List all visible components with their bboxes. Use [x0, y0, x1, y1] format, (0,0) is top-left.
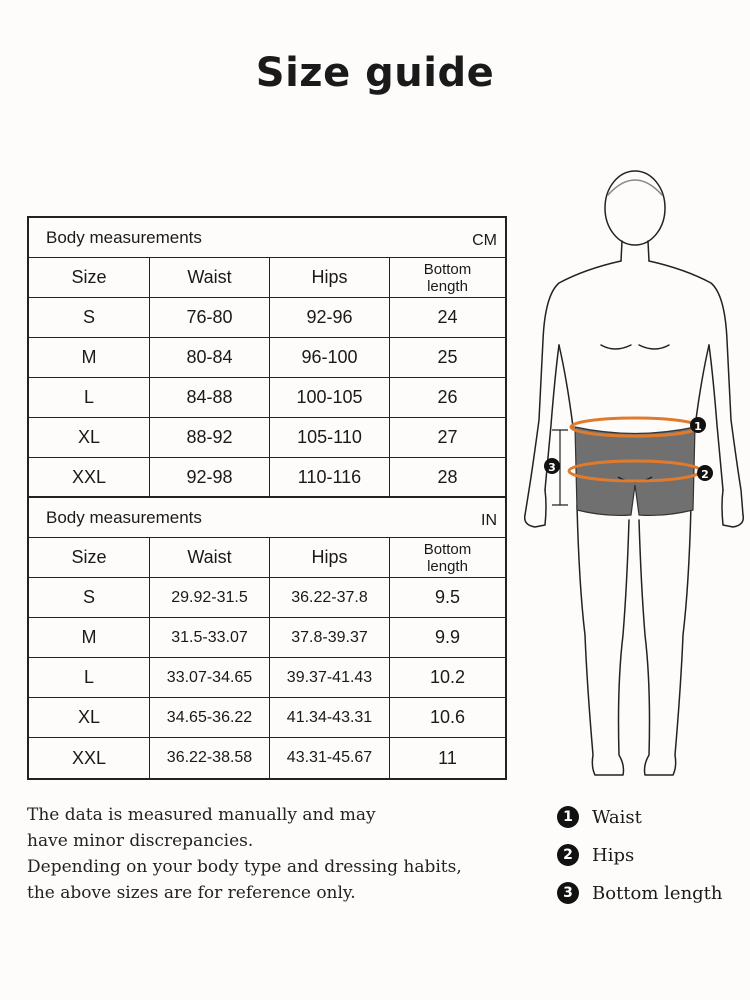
legend-label: Bottom length [592, 882, 723, 904]
number-badge-icon: 1 [557, 806, 579, 828]
marker-waist [690, 417, 706, 433]
size-cell: S [29, 578, 150, 617]
size-cell: XL [29, 418, 150, 457]
in-unit-label: IN [481, 512, 497, 529]
bottom-length-cell: 11 [438, 747, 457, 768]
header-line: Bottom [423, 260, 472, 278]
page-title: Size guide [255, 50, 495, 96]
bottom-length-cell: 28 [437, 466, 458, 487]
column-header-size: Size [29, 538, 150, 577]
size-table [27, 216, 507, 780]
hips-cell: 105-110 [270, 418, 390, 457]
cm-section-label: Body measurements [46, 228, 202, 247]
number-badge-icon: 2 [557, 844, 579, 866]
legend-label: Waist [592, 806, 642, 828]
hips-cell: 41.34-43.31 [270, 698, 390, 737]
hips-cell: 39.37-41.43 [270, 658, 390, 697]
column-header-size: Size [29, 258, 150, 297]
column-header-bottom-length [390, 538, 505, 577]
column-header-waist: Waist [150, 258, 270, 297]
size-cell: XXL [29, 458, 150, 496]
waist-cell: 84-88 [150, 378, 270, 417]
bottom-length-cell: 10.6 [429, 707, 466, 727]
in-section-header [29, 498, 505, 538]
table-row [29, 698, 505, 738]
measurement-legend [557, 798, 723, 912]
bottom-length-cell: 26 [437, 387, 458, 407]
hips-cell: 92-96 [270, 298, 390, 337]
note-line: The data is measured manually and may [27, 805, 376, 825]
in-header-row [29, 538, 505, 578]
cm-header-row [29, 258, 505, 298]
hips-cell: 96-100 [270, 338, 390, 377]
column-header-waist: Waist [150, 538, 270, 577]
bottom-length-cell: 10.2 [429, 667, 466, 687]
bottom-length-cell: 25 [437, 347, 458, 367]
size-cell: M [29, 338, 150, 377]
column-header-bottom-length [390, 258, 505, 297]
marker-bottom-length [544, 458, 560, 474]
cm-unit-label: CM [472, 232, 497, 249]
waist-cell: 76-80 [150, 298, 270, 337]
table-row [29, 658, 505, 698]
svg-text:2: 2 [701, 468, 709, 481]
size-cell: XL [29, 698, 150, 737]
size-cell: L [29, 378, 150, 417]
size-cell: M [29, 618, 150, 657]
table-row [29, 378, 505, 418]
disclaimer-notes [27, 802, 547, 906]
size-cell: S [29, 298, 150, 337]
hips-cell: 43.31-45.67 [270, 738, 390, 778]
hips-cell: 100-105 [270, 378, 390, 417]
waist-cell: 34.65-36.22 [150, 698, 270, 737]
body-figure-illustration [515, 165, 745, 787]
legend-item-bottom-length [557, 874, 723, 912]
waist-cell: 80-84 [150, 338, 270, 377]
legend-item-hips [557, 836, 723, 874]
header-line: length [427, 277, 468, 295]
waist-cell: 92-98 [150, 458, 270, 496]
svg-text:1: 1 [694, 420, 702, 433]
table-row [29, 298, 505, 338]
waist-cell: 31.5-33.07 [150, 618, 270, 657]
hips-cell: 37.8-39.37 [270, 618, 390, 657]
table-row [29, 458, 505, 498]
hips-cell: 36.22-37.8 [270, 578, 390, 617]
waist-cell: 36.22-38.58 [150, 738, 270, 778]
note-line: have minor discrepancies. [27, 831, 254, 851]
note-line: Depending on your body type and dressing habits, [27, 857, 462, 877]
cm-section-header [29, 218, 505, 258]
column-header-hips: Hips [270, 258, 390, 297]
table-row [29, 618, 505, 658]
in-section-label: Body measurements [46, 508, 202, 527]
table-row [29, 418, 505, 458]
bottom-length-cell: 9.5 [434, 587, 461, 607]
size-cell: XXL [29, 738, 150, 778]
waist-cell: 29.92-31.5 [150, 578, 270, 617]
table-row [29, 338, 505, 378]
size-cell: L [29, 658, 150, 697]
marker-hips [697, 465, 713, 481]
header-line: Bottom [423, 540, 472, 558]
bottom-length-cell: 24 [437, 307, 458, 327]
legend-label: Hips [592, 844, 635, 866]
number-badge-icon: 3 [557, 882, 579, 904]
bottom-length-cell: 9.9 [434, 627, 461, 647]
svg-text:3: 3 [548, 461, 556, 474]
waist-cell: 88-92 [150, 418, 270, 457]
note-line: the above sizes are for reference only. [27, 883, 356, 903]
table-row [29, 738, 505, 778]
hips-cell: 110-116 [270, 458, 390, 496]
table-row [29, 578, 505, 618]
header-line: length [427, 557, 468, 575]
underwear-garment [575, 427, 695, 515]
legend-item-waist [557, 798, 723, 836]
column-header-hips: Hips [270, 538, 390, 577]
waist-cell: 33.07-34.65 [150, 658, 270, 697]
bottom-length-cell: 27 [437, 427, 458, 447]
